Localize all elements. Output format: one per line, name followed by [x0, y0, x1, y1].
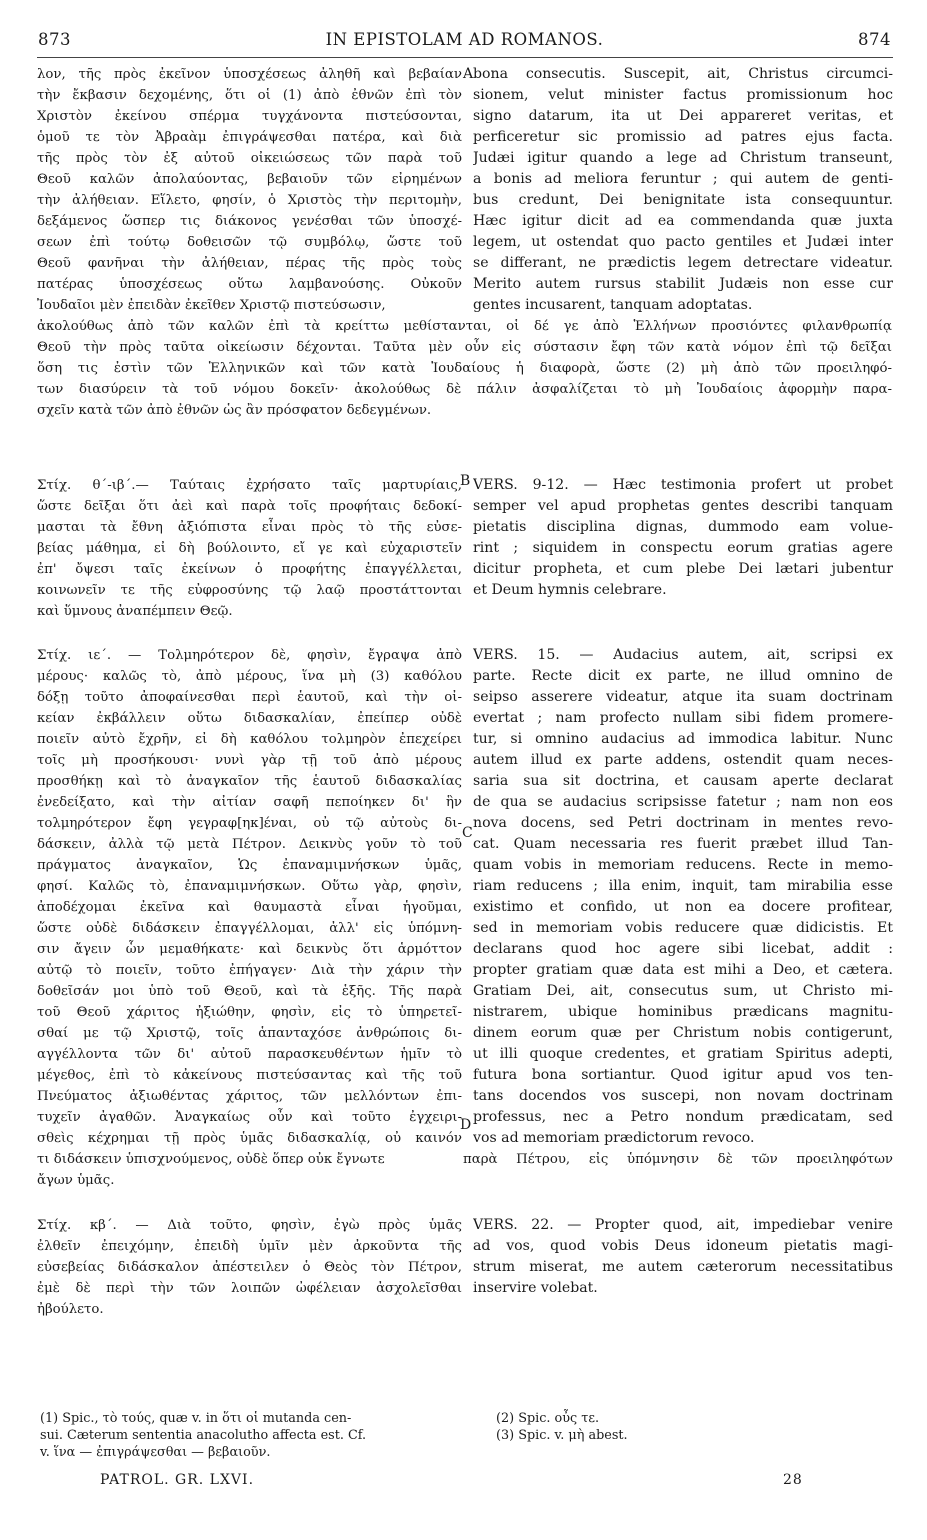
- text-line: σθεὶς κέχρημαι τῇ πρὸς ὑμᾶς διδασκαλίᾳ, οὐ καινόν: [37, 1131, 462, 1146]
- text-line: (2) Spic. οὖς τε.: [496, 1411, 600, 1426]
- text-line: πατέρας ὑποσχέσεως οὕτω λαμβανούσης. Οὐκοῦν: [37, 277, 462, 292]
- text-line: Merito autem rursus stabilit Judæis non esse cur: [473, 276, 893, 292]
- text-line: μέγεθος, ἐπὶ τὸ κἀκείνους πιστεύσαντας καὶ τῆς τοῦ: [37, 1068, 462, 1083]
- text-line: se differant, ne prædictis legem detrectare videatur.: [473, 255, 893, 271]
- text-line: τοῦ Θεοῦ χάριτος ἠξιώθην, φησὶν, εἰς τὸ ὑπηρετεῖ-: [37, 1005, 462, 1020]
- text-line: τὴν ἔκβασιν δεχομένης, ὅτι οἱ (1) ἀπὸ ἐθνῶν ἐπὶ τὸν: [37, 88, 462, 103]
- text-line: σιν ἄγειν ὧν μεμαθήκατε· καὶ δεικνὺς ὅτι ἁρμόττον: [37, 942, 462, 957]
- greek-column-block2: [37, 475, 462, 622]
- text-line: (3) Spic. v. μὴ abest.: [496, 1428, 628, 1443]
- text-line: nova docens, sed Petri doctrinam in mentes revo-: [473, 815, 893, 831]
- greek-after-block3: ἄγων ὑμᾶς.: [37, 1173, 115, 1188]
- latin-column-block4: [473, 1215, 893, 1299]
- text-line: κοινωνεῖν τε τῆς εὐφροσύνης τῷ λαῷ προστάττονται: [37, 583, 462, 598]
- text-line: strum miserat, me autem cæterorum necessitatibus: [473, 1259, 893, 1275]
- text-line: VERS. 9-12. — Hæc testimonia profert ut probet: [473, 477, 893, 493]
- text-line: Hæc igitur dicit ad ea commendanda quæ juxta: [473, 213, 893, 229]
- text-line: δόξῃ τοῦτο ἀποφαίνεσθαι περὶ ἑαυτοῦ, καὶ τὴν οἰ-: [37, 690, 462, 705]
- text-line: riam reducens ; illa enim, inquit, tam mirabilia esse: [473, 878, 893, 894]
- text-line: bona consecutis. Suscepit, ait, Christus circumci-: [473, 66, 893, 82]
- text-line: ἐμὲ δὲ περὶ τὴν τῶν λοιπῶν ὠφέλειαν ἀσχολεῖσθαι: [37, 1281, 462, 1296]
- text-line: προσθήκῃ καὶ τὸ ἀναγκαῖον τῆς ἑαυτοῦ διδασκαλίας: [37, 774, 462, 789]
- text-line: δοθεῖσάν μοι ὑπὸ τοῦ Θεοῦ, καὶ τὰ ἑξῆς. Τῆς παρὰ: [37, 984, 462, 999]
- footer-signature: 28: [783, 1472, 803, 1488]
- text-line: dicitur propheta, et cum plebe Dei lætari jubentur: [473, 561, 893, 577]
- text-line: ἐλθεῖν ἐπειχόμην, ἐπειδὴ ὑμῖν μὲν ἀρκοῦντα τῆς: [37, 1239, 462, 1254]
- text-line: inservire volebat.: [473, 1280, 598, 1296]
- text-line: perficeretur sic promissio ad patres ejus facta.: [473, 129, 893, 145]
- text-line: τῆς πρὸς τὸν ἐξ αὐτοῦ οἰκειώσεως τῶν παρὰ τοῦ: [37, 151, 462, 166]
- text-line: bus credunt, Dei benignitate ista consequuntur.: [473, 192, 893, 208]
- greek-tail-right: παρὰ Πέτρου, εἰς ὑπόμνησιν δὲ τῶν προειληφότων: [463, 1152, 893, 1167]
- text-line: dinem eorum quæ per Christum nobis contigerunt,: [473, 1025, 893, 1041]
- text-line: ἐπ' ὄψεσι ταῖς ἐκείνων ὁ προφήτης ἐπαγγέλλεται,: [37, 562, 462, 577]
- text-line: legem, ut ostendat quo pacto gentiles et Judæi inter: [473, 234, 893, 250]
- footnotes-right: [496, 1410, 896, 1444]
- text-line: Πνεύματος ἀξιωθέντας χάριτος, τῶν μελλόντων ἐπι-: [37, 1089, 462, 1104]
- text-line: τὴν ἀλήθειαν. Εἵλετο, φησίν, ὁ Χριστὸς τὴν περιτομὴν,: [37, 193, 462, 208]
- text-line: δεξάμενος ὥσπερ τις διάκονος γενέσθαι τῶν ὑποσχέ-: [37, 214, 462, 229]
- text-line: (1) Spic., τὸ τούς, quæ v. in ὅτι οἱ mutanda cen-: [40, 1411, 352, 1426]
- text-line: ὥστε οὐδὲ διδάσκειν ἐπαγγέλλομαι, ἀλλ' εἰς ὑπόμνη-: [37, 921, 462, 936]
- text-line: et Deum hymnis celebrare.: [473, 582, 667, 598]
- text-line: vos ad memoriam prædictorum revoco.: [473, 1130, 755, 1146]
- text-line: VERS. 22. — Propter quod, ait, impediebar venire: [473, 1217, 893, 1233]
- text-line: v. ἵνα — ἐπιγράψεσθαι — βεβαιοῦν.: [40, 1445, 271, 1460]
- footnotes-left: [40, 1410, 460, 1461]
- text-line: cat. Quam necessaria res fuerit præbet illud Tan-: [473, 836, 893, 852]
- margin-letter-a: A: [463, 66, 474, 82]
- text-line: μασται τὰ ἔθνη ἀξιόπιστα εἶναι πρὸς τὸ τῆς εὐσε-: [37, 520, 462, 535]
- margin-letter-b: B: [460, 473, 471, 489]
- text-line: τολμηρότερον ἔφη γεγραφ[ηκ]έναι, οὐ τῷ αὐτοὺς δι-: [37, 816, 462, 831]
- text-line: Gratiam Dei, ait, consecutus sum, ut Christo mi-: [473, 983, 893, 999]
- text-line: τυχεῖν ἀγαθῶν. Ἀναγκαίως οὖν καὶ τοῦτο ἐγχειρι-: [37, 1110, 462, 1125]
- text-line: gentes incusarent, tanquam adoptatas.: [473, 297, 753, 313]
- text-line: sui. Cæterum sententia anacolutho affecta est. Cf.: [40, 1428, 367, 1443]
- text-line: Θεοῦ τὴν πρὸς ταῦτα οἰκείωσιν δέχονται. Ταῦτα μὲν οὖν εἰς σύστασιν ἔφη τῶν κατὰ νόμον ἐπὶ τῷ δεῖξαι: [37, 340, 892, 355]
- text-line: σθαί με τῷ Χριστῷ, τοῖς ἁπανταχόσε ἀνθρώποις δι-: [37, 1026, 462, 1041]
- text-line: propter gratiam quæ data est mihi a Deo, et cætera.: [473, 962, 893, 978]
- text-line: professus, nec a Petro nondum prædicatam, sed: [473, 1109, 893, 1125]
- text-line: των διασύρειν τὰ τοῦ νόμου δοκεῖν· ἀκολούθως δὲ πάλιν ἀσφαλίζεται τὸ μὴ Ἰουδαίοις ἀφορμὴν παρα-: [37, 382, 892, 397]
- text-line: σεων ἐπὶ τούτῳ δοθεισῶν τῷ συμβόλῳ, ὥστε τοῦ: [37, 235, 462, 250]
- text-line: ὁμοῦ τε τὸν Ἀβραὰμ ἐπιγράψεσθαι πατέρα, καὶ διὰ: [37, 130, 462, 145]
- page-number-right: 874: [858, 30, 891, 49]
- text-line: Στίχ. θ΄-ιβ΄.— Ταύταις ἐχρήσατο ταῖς μαρτυρίαις,: [37, 478, 462, 493]
- running-header: [38, 30, 891, 56]
- greek-column-block4: [37, 1215, 462, 1320]
- latin-column-block2: [473, 475, 893, 601]
- text-line: sionem, velut minister factus promissionum hoc: [473, 87, 893, 103]
- text-line: αὐτῷ τὸ ποιεῖν, τοῦτο ἐπήγαγεν· Διὰ τὴν χάριν τὴν: [37, 963, 462, 978]
- text-line: λον, τῆς πρὸς ἐκεῖνον ὑποσχέσεως ἀληθῆ καὶ βεβαίαν: [37, 67, 462, 82]
- text-line: futura bona sortiantur. Quod igitur apud vos ten-: [473, 1067, 893, 1083]
- text-line: Ἰουδαῖοι μὲν ἐπειδὰν ἐκεῖθεν Χριστῷ πιστεύσωσιν,: [37, 298, 386, 313]
- footer-volume: PATROL. GR. LXVI.: [100, 1472, 255, 1488]
- text-line: αγγέλλοντα τῶν δι' αὐτοῦ παρασκευθέντων ἡμῖν τὸ: [37, 1047, 462, 1062]
- text-line: declarans quod hoc agere sibi licebat, addit :: [473, 941, 893, 957]
- margin-letter-c: C: [462, 825, 473, 841]
- text-line: κείαν ἐκβάλλειν οὕτω διδασκαλίαν, ἐπείπερ οὐδὲ: [37, 711, 462, 726]
- text-line: sed in memoriam vobis reducere quæ didicistis. Et: [473, 920, 893, 936]
- text-line: pietatis disciplina dignas, dummodo eam volue-: [473, 519, 893, 535]
- text-line: autem illud ex parte addens, ostendit quam neces-: [473, 752, 893, 768]
- greek-column-block1: [37, 64, 462, 316]
- text-line: a bonis ad meliora feruntur ; qui autem de genti-: [473, 171, 893, 187]
- text-line: ἀκολούθως ἀπὸ τῶν καλῶν ἐπὶ τὰ κρείττω μεθίστανται, οἱ δέ γε ἀπὸ Ἑλλήνων προσιόντες φιλανθρωπίᾳ: [37, 319, 892, 334]
- text-line: tans docendos vos suscepi, non novam doctrinam: [473, 1088, 893, 1104]
- text-line: signo datarum, ita ut Dei appareret veritas, et: [473, 108, 893, 124]
- header-rule: [37, 57, 893, 58]
- text-line: πράγματος ἀναγκαῖον, Ὡς ἐπαναμιμνήσκων ὑμᾶς,: [37, 858, 462, 873]
- margin-letter-d: D: [460, 1117, 472, 1133]
- text-line: tur, si omnino audacius ad immodica labitur. Nunc: [473, 731, 893, 747]
- latin-column-block3: [473, 645, 893, 1149]
- text-line: existimo et confido, ut non ea docere profitear,: [473, 899, 893, 915]
- text-line: semper vel apud prophetas gentes describi tanquam: [473, 498, 893, 514]
- text-line: ὅση τις ἐστὶν τῶν Ἑλληνικῶν καὶ τῶν κατὰ Ἰουδαίους ἡ διαφορὰ, ὥστε (2) μὴ ἀπὸ τῶν προειληφό-: [37, 361, 892, 376]
- text-line: Στίχ. κβ΄. — Διὰ τοῦτο, φησὶν, ἐγὼ πρὸς ὑμᾶς: [37, 1218, 462, 1233]
- text-line: τι διδάσκειν ὑπισχνούμενος, οὐδὲ ὅπερ οὐκ ἔγνωτε: [37, 1152, 385, 1167]
- text-line: ἠβούλετο.: [37, 1302, 104, 1317]
- text-line: δάσκειν, ἀλλὰ τῷ μετὰ Πέτρον. Δεικνὺς γοῦν τὸ τοῦ: [37, 837, 462, 852]
- text-line: ἐνεδείξατο, καὶ τὴν αἰτίαν σαφῆ πεποίηκεν δι' ἣν: [37, 795, 462, 810]
- page-number-left: 873: [38, 30, 71, 49]
- text-line: εὐσεβείας διδάσκαλον ἀπέστειλεν ὁ Θεὸς τὸν Πέτρον,: [37, 1260, 462, 1275]
- text-line: σχεῖν κατὰ τῶν ἀπὸ ἐθνῶν ὡς ἂν πρόσφατον δεδεγμένων.: [37, 403, 432, 418]
- text-line: καὶ ὕμνους ἀναπέμπειν Θεῷ.: [37, 604, 233, 619]
- text-line: μέρους· καλῶς τὸ, ἀπὸ μέρους, ἵνα μὴ (3) καθόλου: [37, 669, 462, 684]
- text-line: Judæi igitur quando a lege ad Christum transeunt,: [473, 150, 893, 166]
- text-line: evertat ; nam profecto nullam sibi fidem promere-: [473, 710, 893, 726]
- text-line: ποιεῖν αὐτὸ ἔχρῆν, εἰ δὴ καθόλου τολμηρὸν ἐπεχείρει: [37, 732, 462, 747]
- text-line: rint ; siquidem in conspectu eorum gratias agere: [473, 540, 893, 556]
- text-line: ἀποδέχομαι ἐκεῖνα καὶ θαυμαστὰ εἶναι ἡγοῦμαι,: [37, 900, 462, 915]
- text-line: ad vos, quod vobis Deus idoneum pietatis magi-: [473, 1238, 893, 1254]
- text-line: saria sua sit doctrina, et causam aperte declarat: [473, 773, 893, 789]
- greek-fullwidth-block1: [37, 316, 892, 421]
- text-line: Θεοῦ φανῆναι τὴν ἀλήθειαν, πέρας τῆς πρὸς τοὺς: [37, 256, 462, 271]
- text-line: ὥστε δεῖξαι ὅτι ἀεὶ καὶ παρὰ τοῖς προφήταις δεδοκί-: [37, 499, 462, 514]
- text-line: Θεοῦ καλῶν ἀπολαύοντας, βεβαιοῦν τῶν εἰρημένων: [37, 172, 462, 187]
- text-line: φησί. Καλῶς τὸ, ἐπαναμιμνήσκων. Οὕτω γὰρ, φησὶν,: [37, 879, 462, 894]
- text-line: quam vobis in memoriam reducens. Recte in memo-: [473, 857, 893, 873]
- greek-column-block3: [37, 645, 462, 1170]
- text-line: τοῖς μὴ προσήκουσι· νυνὶ γὰρ τῇ τοῦ ἀπὸ μέρους: [37, 753, 462, 768]
- text-line: seipso asserere videatur, atque ita suam doctrinam: [473, 689, 893, 705]
- text-line: VERS. 15. — Audacius autem, ait, scripsi ex: [473, 647, 893, 663]
- running-title: IN EPISTOLAM AD ROMANOS.: [325, 30, 604, 49]
- latin-column-block1: [473, 64, 893, 316]
- text-line: ut illi quoque credentes, et gratiam Spiritus adepti,: [473, 1046, 893, 1062]
- text-line: Χριστὸν ἐκείνου σπέρμα τυγχάνοντα πιστεύσονται,: [37, 109, 462, 124]
- text-line: de qua se audacius scripsisse fatetur ; nam non eos: [473, 794, 893, 810]
- text-line: parte. Recte dicit ex parte, ne illud omnino de: [473, 668, 893, 684]
- text-line: βείας μάθημα, εἰ δὴ βούλοιντο, εἴ γε καὶ εὐχαριστεῖν: [37, 541, 462, 556]
- text-line: Στίχ. ιε΄. — Τολμηρότερον δὲ, φησὶν, ἔγραψα ἀπὸ: [37, 648, 462, 663]
- text-line: nistrarem, ubique hominibus prædicans magnitu-: [473, 1004, 893, 1020]
